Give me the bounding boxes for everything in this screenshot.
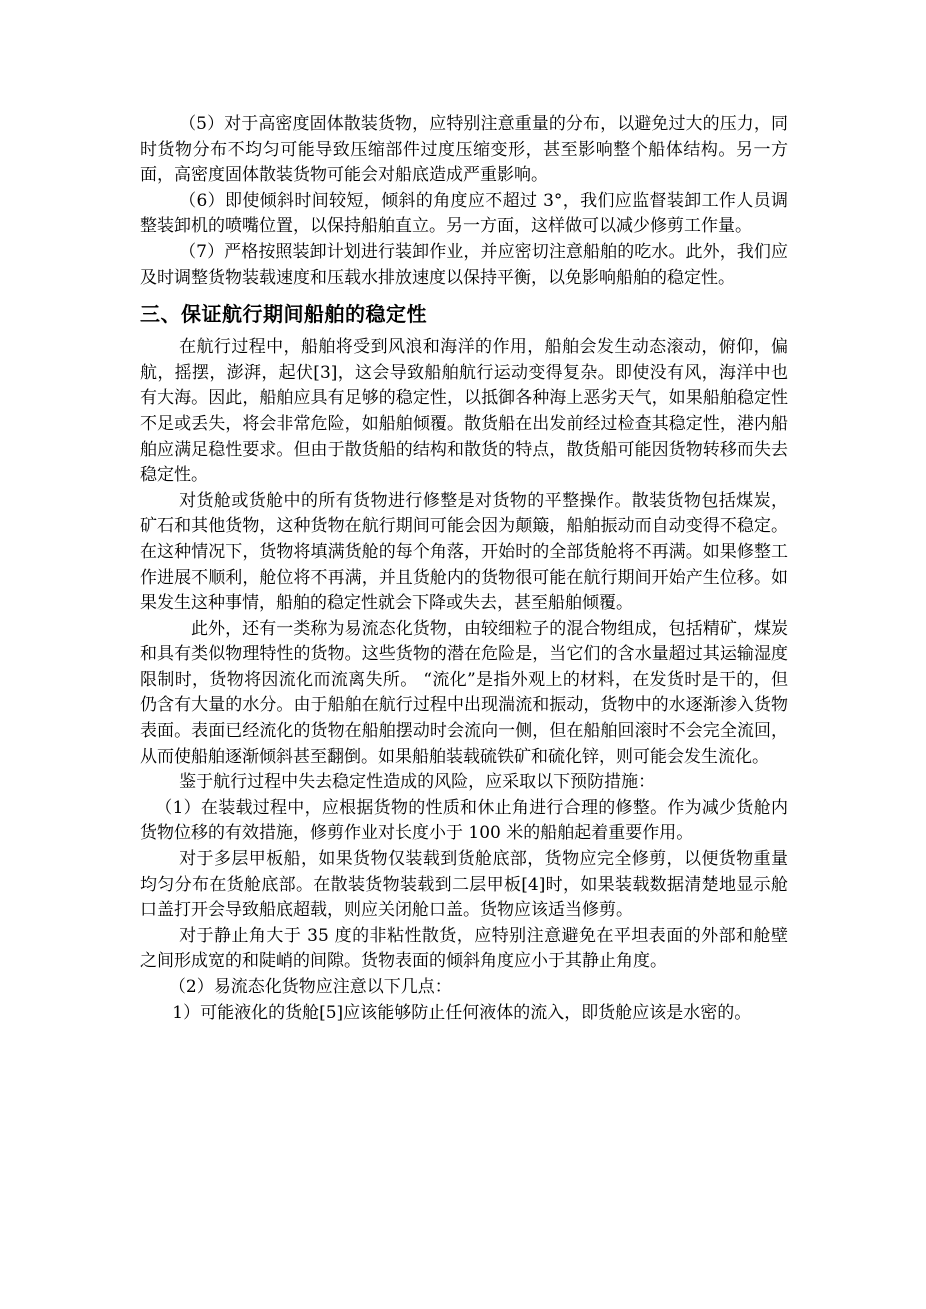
paragraph-item-5: （5）对于高密度固体散装货物，应特别注意重量的分布，以避免过大的压力，同时货物分布不均匀可能导致压缩部件过度压缩变形，甚至影响整个船体结构。另一方面，高密度固体散装货物可能会对船底造成严重影响。 [140, 114, 788, 186]
paragraph: 对货舱或货舱中的所有货物进行修整是对货物的平整操作。散装货物包括煤炭，矿石和其他货物，这种货物在航行期间可能会因为颠簸，船舶振动而自动变得不稳定。在这种情况下，货物将填满货舱的每个角落，开始时的全部货舱将不再满。如果修整工作进展不顺利，舱位将不再满，并且货舱内的货物很可能在航行期间开始产生位移。如果发生这种事情，船舶的稳定性就会下降或失去，甚至船舶倾覆。 [140, 490, 788, 614]
paragraph-item-7: （7）严格按照装卸计划进行装卸作业，并应密切注意船舶的吃水。此外，我们应及时调整货物装载速度和压载水排放速度以保持平衡，以免影响船舶的稳定性。 [140, 241, 788, 288]
paragraph-measure-1: （1）在装载过程中，应根据货物的性质和休止角进行合理的修整。作为减少货舱内货物位移的有效措施，修剪作业对长度小于 100 米的船舶起着重要作用。 [140, 797, 788, 844]
paragraph: 对于多层甲板船，如果货物仅装载到货舱底部，货物应完全修剪，以便货物重量均匀分布在货舱底部。在散装货物装载到二层甲板[4]时，如果装载数据清楚地显示舱口盖打开会导致船底超载，则应关闭舱口盖。货物应该适当修剪。 [140, 849, 788, 921]
paragraph: 鉴于航行过程中失去稳定性造成的风险，应采取以下预防措施： [179, 772, 656, 793]
paragraph: 在航行过程中，船舶将受到风浪和海洋的作用，船舶会发生动态滚动，俯仰，偏航，摇摆，澎湃，起伏[3]，这会导致船舶航行运动变得复杂。即使没有风，海洋中也有大海。因此，船舶应具有足够的稳定性，以抵御各种海上恶劣天气，如果船舶稳定性不足或丢失，将会非常危险，如船舶倾覆。散货船在出发前经过检查其稳定性，港内船舶应满足稳性要求。但由于散货船的结构和散货的特点，散货船可能因货物转移而失去稳定性。 [140, 337, 788, 486]
document-page [140, 112, 788, 1026]
paragraph-sub-item-1: 1）可能液化的货舱[5]应该能够防止任何液体的流入，即货舱应该是水密的。 [172, 1002, 752, 1023]
paragraph-measure-2: （2）易流态化货物应注意以下几点： [168, 977, 452, 997]
paragraph: 对于静止角大于 35 度的非粘性散货，应特别注意避免在平坦表面的外部和舱壁之间形成宽的和陡峭的间隙。货物表面的倾斜角度应小于其静止角度。 [140, 925, 788, 972]
paragraph-item-6: （6）即使倾斜时间较短，倾斜的角度应不超过 3°，我们应监督装卸工作人员调整装卸机的喷嘴位置，以保持船舶直立。另一方面，这样做可以减少修剪工作量。 [140, 190, 788, 237]
section-heading: 三、保证航行期间船舶的稳定性 [140, 302, 427, 327]
paragraph: 此外，还有一类称为易流态化货物，由较细粒子的混合物组成，包括精矿，煤炭和具有类似物理特性的货物。这些货物的潜在危险是，当它们的含水量超过其运输湿度限制时，货物将因流化而流离失所。 “流化”是指外观上的材料，在发货时是干的，但仍含有大量的水分。由于船舶在航行过程中出现湍流和振动，货物中的水逐渐渗入货物表面。表面已经流化的货物在船舶摆动时会流向一侧，但在船舶回滚时不会完全流回，从而使船舶逐渐倾斜甚至翻倒。如果船舶装载硫铁矿和硫化锌，则可能会发生流化。 [140, 618, 788, 767]
